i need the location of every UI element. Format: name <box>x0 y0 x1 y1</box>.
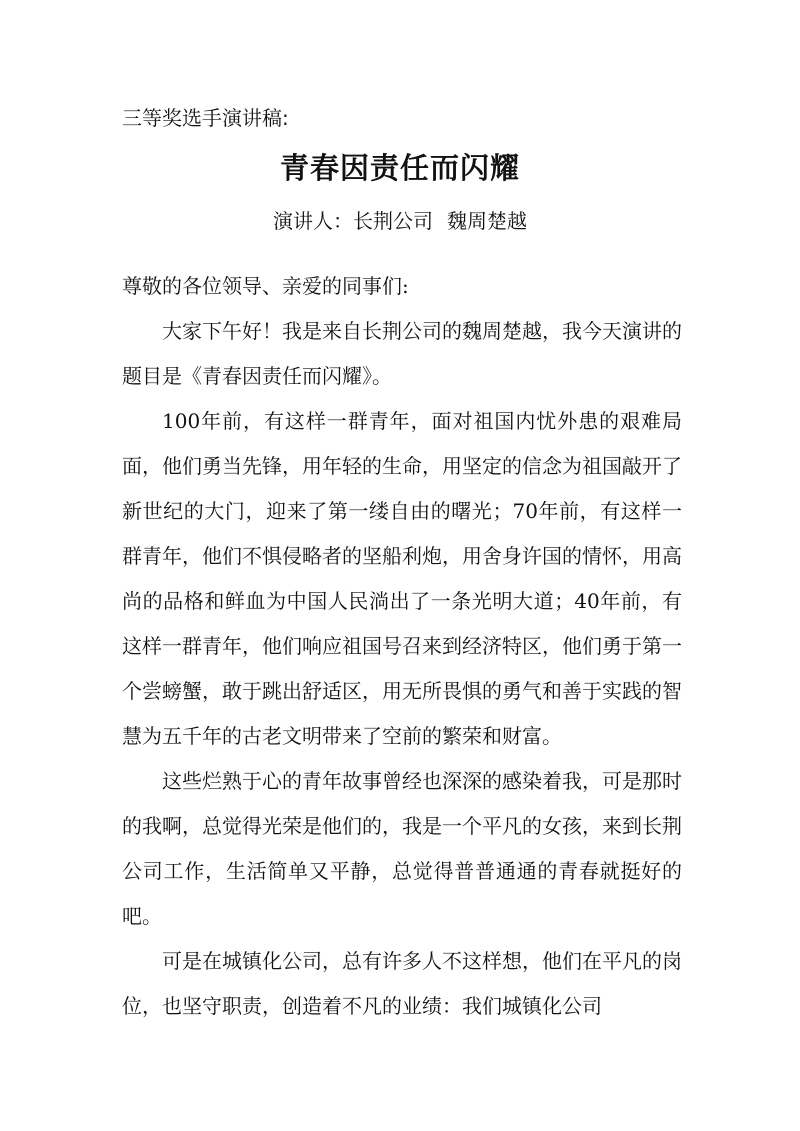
speaker-name: 魏周楚越 <box>447 209 527 233</box>
salutation: 尊敬的各位领导、亲爱的同事们: <box>122 274 409 298</box>
speech-body <box>122 264 682 1029</box>
award-label: 三等奖选手演讲稿: <box>122 106 289 130</box>
body-paragraph: 100年前，有这样一群青年，面对祖国内忧外患的艰难局面，他们勇当先锋，用年轻的生命，用坚定的信念为祖国敲开了新世纪的大门，迎来了第一缕自由的曙光；70年前，有这样一群青年，他们不惧侵略者的坚船利炮，用舍身许国的情怀，用高尚的品格和鲜血为中国人民淌出了一条光明大道；40年前，有这样一群青年，他们响应祖国号召来到经济特区，他们勇于第一个尝螃蟹，敢于跳出舒适区，用无所畏惧的勇气和善于实践的智慧为五千年的古老文明带来了空前的繁荣和财富。 <box>122 409 682 748</box>
speech-title: 青春因责任而闪耀 <box>279 151 520 185</box>
speaker-line <box>0 207 800 235</box>
body-paragraph: 大家下午好！我是来自长荆公司的魏周楚越，我今天演讲的题目是《青春因责任而闪耀》。 <box>122 319 682 388</box>
speaker-prefix: 演讲人：长荆公司 <box>273 209 433 233</box>
body-paragraph: 这些烂熟于心的青年故事曾经也深深的感染着我，可是那时的我啊，总觉得光荣是他们的，我是一个平凡的女孩，来到长荆公司工作，生活简单又平静，总觉得普普通通的青春就挺好的吧。 <box>122 769 682 928</box>
body-paragraph: 可是在城镇化公司，总有许多人不这样想，他们在平凡的岗位，也坚守职责，创造着不凡的业绩：我们城镇化公司 <box>122 949 682 1018</box>
